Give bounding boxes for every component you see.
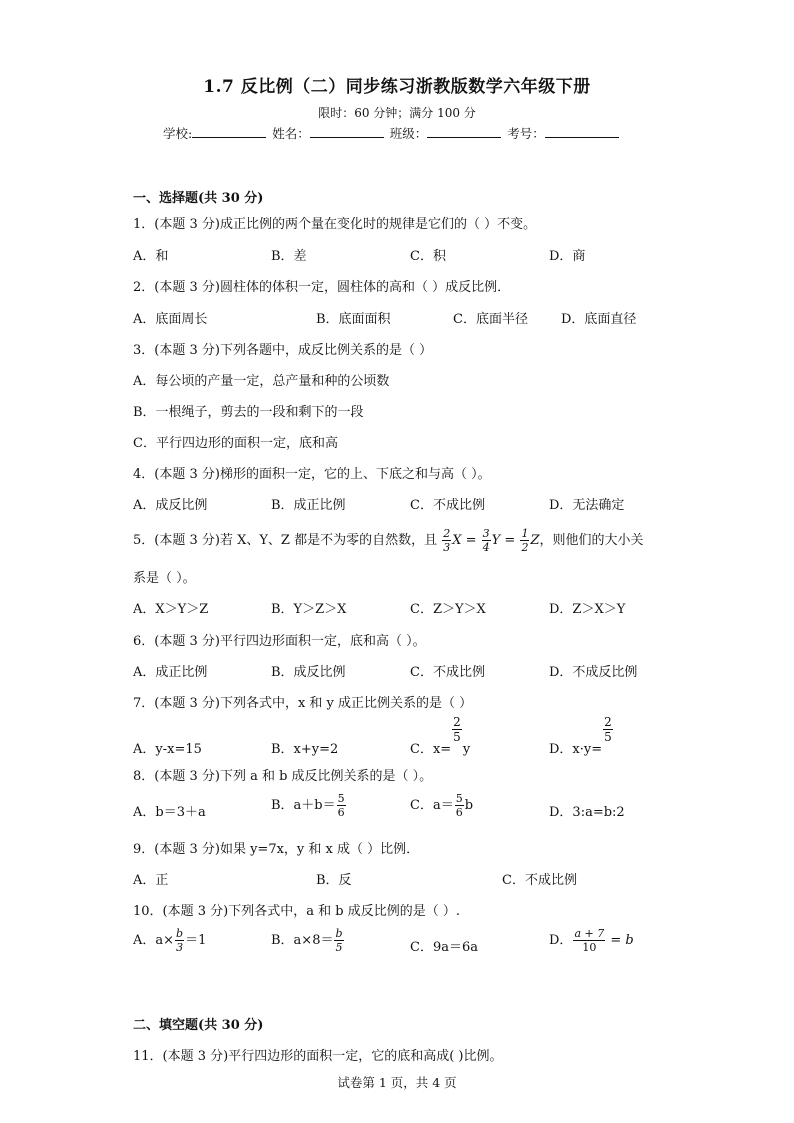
q6-option-b[interactable]: B．成反比例: [271, 665, 346, 680]
fraction: $\frac{5}{6}$: [455, 792, 463, 819]
q1-option-b[interactable]: B．差: [271, 249, 307, 264]
exam-no-label: 考号：: [507, 126, 545, 141]
fraction: $\frac{a + 7}{10}$: [574, 927, 605, 954]
q2-option-d[interactable]: D．底面直径: [561, 312, 637, 327]
q10-option-c[interactable]: C．9a＝6a: [410, 940, 478, 955]
q7-option-d[interactable]: D．x·y= $\frac{2}{5}$: [549, 715, 612, 757]
q4-option-c[interactable]: C．不成比例: [410, 498, 485, 513]
page-footer: 试卷第 1 页，共 4 页: [337, 1075, 457, 1090]
q5-text-end: ，则他们的大小关: [539, 533, 644, 548]
name-blank[interactable]: [310, 125, 384, 138]
q3-option-c[interactable]: C．平行四边形的面积一定，底和高: [133, 436, 338, 451]
question-10: 10．(本题 3 分)下列各式中，a 和 b 成反比例的是（ ）.: [133, 904, 460, 919]
q2-option-a[interactable]: A．底面周长: [133, 312, 208, 327]
question-7: 7．(本题 3 分)下列各式中，x 和 y 成正比例关系的是（ ）: [133, 696, 473, 711]
q9-option-b[interactable]: B．反: [316, 873, 352, 888]
fraction: $\frac{2}{5}$: [453, 715, 461, 744]
fraction: $\frac{2}{3}$: [443, 527, 451, 554]
q8-option-c[interactable]: C．a＝ $\frac{5}{6}$ b: [410, 792, 474, 819]
student-info-row: [163, 124, 621, 142]
q6-option-a[interactable]: A．成正比例: [133, 665, 208, 680]
question-5: 5．(本题 3 分)若 X、Y、Z 都是不为零的自然数，且 $\frac{2}{3}$ X = $\frac{3}{4}$ Y = $\frac{1}{2}$ Z，则他们的大小关: [133, 527, 644, 554]
q8-option-d[interactable]: D．3:a=b:2: [549, 805, 625, 820]
exam-no-blank[interactable]: [545, 125, 619, 138]
name-label: 姓名：: [272, 126, 310, 141]
question-2: 2．(本题 3 分)圆柱体的体积一定，圆柱体的高和（ ）成反比例．: [133, 280, 511, 295]
fraction: $\frac{5}{6}$: [337, 792, 345, 819]
class-blank[interactable]: [427, 125, 501, 138]
q3-option-a[interactable]: A．每公顷的产量一定，总产量和种的公顷数: [133, 374, 390, 389]
q5-text-start: 5．(本题 3 分)若 X、Y、Z 都是不为零的自然数，且: [133, 533, 438, 548]
question-3: 3．(本题 3 分)下列各题中，成反比例关系的是（ ）: [133, 343, 433, 358]
q10-option-d[interactable]: D． $\frac{a + 7}{10}$ = b: [549, 927, 634, 954]
q5-option-a[interactable]: A．X＞Y＞Z: [133, 602, 209, 617]
q7-option-a[interactable]: A．y-x=15: [133, 742, 202, 757]
q4-option-b[interactable]: B．成正比例: [271, 498, 346, 513]
q6-option-d[interactable]: D．不成反比例: [549, 665, 638, 680]
time-limit: 限时：60 分钟；满分 100 分: [318, 106, 476, 120]
q4-option-d[interactable]: D．无法确定: [549, 498, 625, 513]
q10-option-b[interactable]: B．a×8＝ $\frac{b}{5}$: [271, 927, 343, 954]
fraction: $\frac{b}{5}$: [335, 927, 343, 954]
question-1: 1．(本题 3 分)成正比例的两个量在变化时的规律是它们的（ ）不变。: [133, 217, 537, 232]
q5-option-d[interactable]: D．Z＞X＞Y: [549, 602, 626, 617]
q6-option-c[interactable]: C．不成比例: [410, 665, 485, 680]
section-fill-title: 二、填空题(共 30 分): [133, 1018, 264, 1033]
q1-option-d[interactable]: D．商: [549, 249, 586, 264]
q5-option-b[interactable]: B．Y＞Z＞X: [271, 602, 347, 617]
q9-option-c[interactable]: C．不成比例: [502, 873, 577, 888]
fraction: $\frac{2}{5}$: [604, 715, 612, 744]
q5-option-c[interactable]: C．Z＞Y＞X: [410, 602, 486, 617]
q2-option-c[interactable]: C．底面半径: [453, 312, 528, 327]
question-9: 9．(本题 3 分)如果 y=7x，y 和 x 成（ ）比例．: [133, 842, 420, 857]
question-6: 6．(本题 3 分)平行四边形面积一定，底和高（ ）。: [133, 634, 426, 649]
q8-option-b[interactable]: B．a＋b＝ $\frac{5}{6}$: [271, 792, 345, 819]
class-label: 班级：: [389, 126, 428, 141]
q10-option-a[interactable]: A．a× $\frac{b}{3}$ ＝1: [133, 927, 207, 954]
q8-option-a[interactable]: A．b＝3＋a: [133, 805, 206, 820]
q4-option-a[interactable]: A．成反比例: [133, 498, 208, 513]
page-title: 1.7 反比例（二）同步练习浙教版数学六年级下册: [203, 77, 591, 97]
fraction: $\frac{3}{4}$: [482, 527, 490, 554]
fraction: $\frac{1}{2}$: [521, 527, 529, 554]
fraction: $\frac{b}{3}$: [176, 927, 184, 954]
q1-option-c[interactable]: C．积: [410, 249, 446, 264]
question-11: 11．(本题 3 分)平行四边形的面积一定，它的底和高成( )比例。: [133, 1049, 503, 1064]
question-4: 4．(本题 3 分)梯形的面积一定，它的上、下底之和与高（ ）。: [133, 467, 491, 482]
question-8: 8．(本题 3 分)下列 a 和 b 成反比例关系的是（ ）。: [133, 769, 433, 784]
q7-option-b[interactable]: B．x+y=2: [271, 742, 339, 757]
q9-option-a[interactable]: A．正: [133, 873, 169, 888]
section-choice-title: 一、选择题(共 30 分): [133, 191, 264, 206]
q7-option-c[interactable]: C．x= $\frac{2}{5}$ y: [410, 715, 471, 757]
question-5-line-2: 系是（ ）。: [133, 571, 196, 586]
school-label: 学校:: [163, 126, 193, 141]
q3-option-b[interactable]: B．一根绳子，剪去的一段和剩下的一段: [133, 405, 364, 420]
q2-option-b[interactable]: B．底面面积: [316, 312, 391, 327]
q1-option-a[interactable]: A．和: [133, 249, 169, 264]
school-blank[interactable]: [192, 125, 266, 138]
